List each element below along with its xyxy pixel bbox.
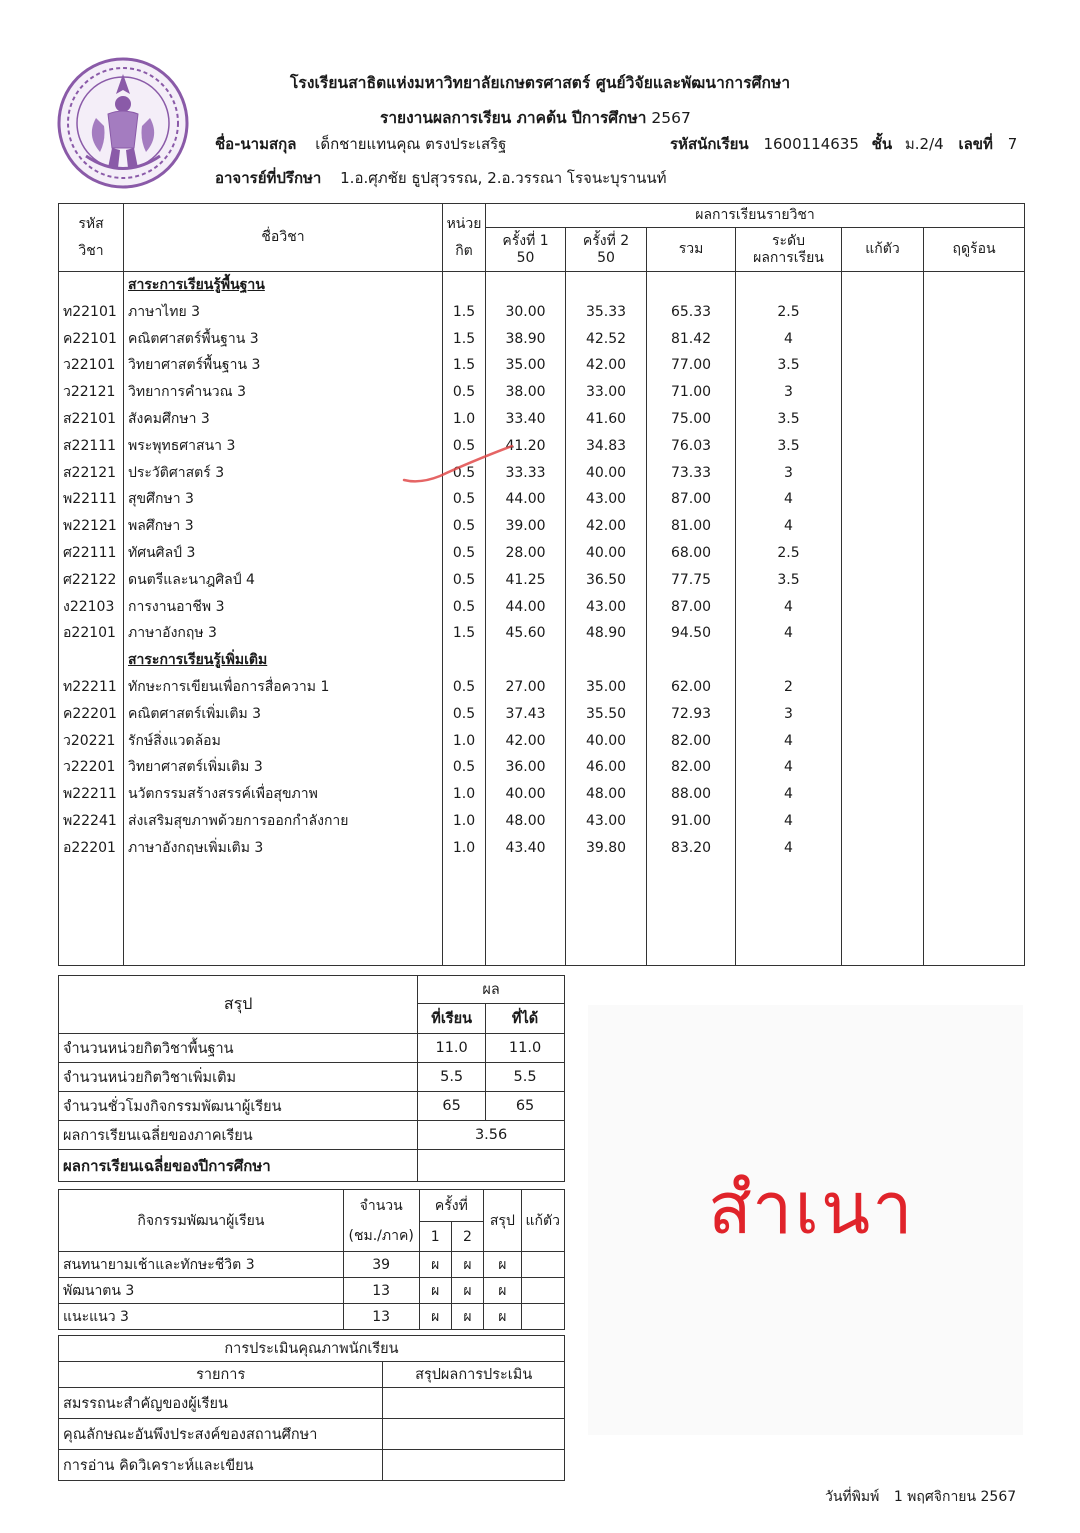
cell-empty bbox=[924, 272, 1025, 299]
table-row bbox=[59, 352, 1025, 379]
activity-revise-header: แก้ตัว bbox=[521, 1190, 564, 1252]
score-total: 81.42 bbox=[647, 326, 736, 353]
score-term1: 43.40 bbox=[486, 835, 566, 862]
quality-result-header: สรุปผลการประเมิน bbox=[383, 1362, 565, 1388]
subject-code: ท22101 bbox=[59, 299, 124, 326]
score-total: 77.00 bbox=[647, 352, 736, 379]
subject-name: ทัศนศิลป์ 3 bbox=[124, 540, 443, 567]
subject-name: นวัตกรรมสร้างสรรค์เพื่อสุขภาพ bbox=[124, 781, 443, 808]
subject-code: ส22121 bbox=[59, 460, 124, 487]
header-level: ระดับ ผลการเรียน bbox=[736, 228, 842, 272]
activity-result-header: สรุป bbox=[484, 1190, 521, 1252]
score-total: 81.00 bbox=[647, 513, 736, 540]
score-term1: 44.00 bbox=[486, 486, 566, 513]
group-header-row bbox=[59, 272, 1025, 299]
subject-name: พลศึกษา 3 bbox=[124, 513, 443, 540]
grade-level: 4 bbox=[736, 486, 842, 513]
score-term1: 41.25 bbox=[486, 567, 566, 594]
score-total: 62.00 bbox=[647, 674, 736, 701]
cell-empty bbox=[443, 862, 486, 966]
table-row bbox=[59, 567, 1025, 594]
subject-credit: 0.5 bbox=[443, 754, 486, 781]
summary-row: จำนวนชั่วโมงกิจกรรมพัฒนาผู้เรียน 65 65 bbox=[59, 1092, 565, 1121]
table-row bbox=[59, 513, 1025, 540]
cell-empty bbox=[924, 862, 1025, 966]
revise-cell bbox=[842, 540, 924, 567]
score-term2: 40.00 bbox=[566, 728, 647, 755]
grade-level: 4 bbox=[736, 513, 842, 540]
score-term2: 40.00 bbox=[566, 540, 647, 567]
grade-level: 3 bbox=[736, 701, 842, 728]
advisor-names: 1.อ.ศุภชัย ธูปสุวรรณ, 2.อ.วรรณา โรจนะบุรานนท์ bbox=[340, 169, 667, 187]
group-title: สาระการเรียนรู้เพิ่มเติม bbox=[124, 647, 443, 674]
header-result-group: ผลการเรียนรายวิชา bbox=[486, 204, 1025, 228]
student-id-line bbox=[670, 132, 1017, 156]
header-total: รวม bbox=[647, 228, 736, 272]
activity-round-header: ครั้งที่ bbox=[419, 1190, 484, 1222]
summer-cell bbox=[924, 808, 1025, 835]
score-total: 82.00 bbox=[647, 728, 736, 755]
subject-credit: 0.5 bbox=[443, 701, 486, 728]
cell-empty bbox=[842, 862, 924, 966]
subject-code: ว20221 bbox=[59, 728, 124, 755]
score-term2: 33.00 bbox=[566, 379, 647, 406]
subject-name: ภาษาอังกฤษ 3 bbox=[124, 620, 443, 647]
revise-cell bbox=[842, 326, 924, 353]
grade-level: 4 bbox=[736, 835, 842, 862]
subject-code: ว22121 bbox=[59, 379, 124, 406]
subject-credit: 1.0 bbox=[443, 406, 486, 433]
subject-name: สุขศึกษา 3 bbox=[124, 486, 443, 513]
score-term2: 40.00 bbox=[566, 460, 647, 487]
subject-credit: 1.5 bbox=[443, 352, 486, 379]
table-row bbox=[59, 433, 1025, 460]
score-term2: 43.00 bbox=[566, 808, 647, 835]
revise-cell bbox=[842, 701, 924, 728]
score-total: 83.20 bbox=[647, 835, 736, 862]
table-row bbox=[59, 406, 1025, 433]
score-term2: 35.33 bbox=[566, 299, 647, 326]
activity-title: กิจกรรมพัฒนาผู้เรียน bbox=[59, 1190, 344, 1252]
score-total: 73.33 bbox=[647, 460, 736, 487]
revise-cell bbox=[842, 674, 924, 701]
summer-cell bbox=[924, 299, 1025, 326]
summer-cell bbox=[924, 754, 1025, 781]
score-term1: 38.90 bbox=[486, 326, 566, 353]
subject-code: พ22241 bbox=[59, 808, 124, 835]
summer-cell bbox=[924, 701, 1025, 728]
gpa-term-value: 3.56 bbox=[418, 1121, 565, 1150]
print-date-label: วันที่พิมพ์ bbox=[825, 1489, 880, 1505]
score-total: 68.00 bbox=[647, 540, 736, 567]
student-class: ม.2/4 bbox=[904, 135, 944, 153]
summer-cell bbox=[924, 620, 1025, 647]
report-title-prefix: รายงานผลการเรียน ภาคต้น ปีการศึกษา bbox=[380, 109, 647, 127]
summer-cell bbox=[924, 460, 1025, 487]
cell-empty bbox=[59, 647, 124, 674]
grade-level: 3 bbox=[736, 379, 842, 406]
subject-code: ว22201 bbox=[59, 754, 124, 781]
grade-level: 3.5 bbox=[736, 433, 842, 460]
revise-cell bbox=[842, 406, 924, 433]
table-row bbox=[59, 701, 1025, 728]
revise-cell bbox=[842, 460, 924, 487]
table-row bbox=[59, 835, 1025, 862]
revise-cell bbox=[842, 433, 924, 460]
activity-round-2: 2 bbox=[451, 1222, 483, 1252]
summary-table bbox=[58, 975, 565, 1182]
subject-name: การงานอาชีพ 3 bbox=[124, 594, 443, 621]
quality-row: คุณลักษณะอันพึงประสงค์ของสถานศึกษา bbox=[59, 1419, 565, 1450]
score-term1: 28.00 bbox=[486, 540, 566, 567]
subject-code: ศ22111 bbox=[59, 540, 124, 567]
score-term1: 41.20 bbox=[486, 433, 566, 460]
activity-row: แนะแนว 3 13 ผ ผ ผ bbox=[59, 1304, 565, 1330]
score-total: 77.75 bbox=[647, 567, 736, 594]
score-term2: 42.00 bbox=[566, 513, 647, 540]
score-term1: 30.00 bbox=[486, 299, 566, 326]
subject-credit: 1.0 bbox=[443, 808, 486, 835]
cell-empty bbox=[842, 647, 924, 674]
score-term2: 43.00 bbox=[566, 594, 647, 621]
table-row bbox=[59, 781, 1025, 808]
activity-row: สนทนายามเช้าและทักษะชีวิต 3 39 ผ ผ ผ bbox=[59, 1252, 565, 1278]
grade-level: 4 bbox=[736, 781, 842, 808]
header-subject: ชื่อวิชา bbox=[124, 204, 443, 272]
subject-code: ท22211 bbox=[59, 674, 124, 701]
table-row bbox=[59, 808, 1025, 835]
score-term2: 42.52 bbox=[566, 326, 647, 353]
score-total: 72.93 bbox=[647, 701, 736, 728]
subject-name: ดนตรีและนาฎศิลป์ 4 bbox=[124, 567, 443, 594]
cell-empty bbox=[59, 862, 124, 966]
score-term1: 40.00 bbox=[486, 781, 566, 808]
cell-empty bbox=[924, 647, 1025, 674]
score-term1: 35.00 bbox=[486, 352, 566, 379]
cell-empty bbox=[566, 862, 647, 966]
cell-empty bbox=[486, 862, 566, 966]
grade-level: 2.5 bbox=[736, 299, 842, 326]
advisor-label: อาจารย์ที่ปรึกษา bbox=[215, 169, 322, 187]
score-term1: 42.00 bbox=[486, 728, 566, 755]
subject-code: พ22211 bbox=[59, 781, 124, 808]
cell-empty bbox=[736, 272, 842, 299]
summer-cell bbox=[924, 326, 1025, 353]
subject-credit: 1.5 bbox=[443, 299, 486, 326]
cell-empty bbox=[647, 272, 736, 299]
class-label: ชั้น bbox=[871, 135, 893, 153]
activity-row: พัฒนาตน 3 13 ผ ผ ผ bbox=[59, 1278, 565, 1304]
table-row bbox=[59, 754, 1025, 781]
revise-cell bbox=[842, 594, 924, 621]
subject-name: คณิตศาสตร์พื้นฐาน 3 bbox=[124, 326, 443, 353]
revise-cell bbox=[842, 808, 924, 835]
filler-row bbox=[59, 862, 1025, 966]
cell-empty bbox=[443, 272, 486, 299]
score-term1: 36.00 bbox=[486, 754, 566, 781]
cell-empty bbox=[124, 862, 443, 966]
gpa-year-label: ผลการเรียนเฉลี่ยของปีการศึกษา bbox=[59, 1150, 418, 1182]
activity-table bbox=[58, 1189, 565, 1330]
grade-level: 4 bbox=[736, 754, 842, 781]
score-total: 94.50 bbox=[647, 620, 736, 647]
table-row bbox=[59, 674, 1025, 701]
quality-title: การประเมินคุณภาพนักเรียน bbox=[59, 1336, 565, 1362]
score-term1: 37.43 bbox=[486, 701, 566, 728]
grade-level: 2.5 bbox=[736, 540, 842, 567]
summer-cell bbox=[924, 406, 1025, 433]
score-total: 65.33 bbox=[647, 299, 736, 326]
table-row bbox=[59, 299, 1025, 326]
cell-empty bbox=[566, 272, 647, 299]
table-row bbox=[59, 594, 1025, 621]
summary-studied-label: ที่เรียน bbox=[418, 1004, 486, 1034]
subject-name: วิทยาศาสตร์เพิ่มเติม 3 bbox=[124, 754, 443, 781]
header-revise: แก้ตัว bbox=[842, 228, 924, 272]
table-row bbox=[59, 379, 1025, 406]
subject-name: คณิตศาสตร์เพิ่มเติม 3 bbox=[124, 701, 443, 728]
summary-row: จำนวนหน่วยกิตวิชาเพิ่มเติม 5.5 5.5 bbox=[59, 1063, 565, 1092]
subject-credit: 0.5 bbox=[443, 433, 486, 460]
subject-credit: 1.0 bbox=[443, 728, 486, 755]
student-name-line bbox=[215, 132, 506, 156]
subject-name: รักษ์สิ่งแวดล้อม bbox=[124, 728, 443, 755]
grade-level: 3.5 bbox=[736, 567, 842, 594]
table-row bbox=[59, 620, 1025, 647]
student-id: 1600114635 bbox=[763, 135, 859, 153]
score-term2: 42.00 bbox=[566, 352, 647, 379]
grade-level: 4 bbox=[736, 594, 842, 621]
score-total: 71.00 bbox=[647, 379, 736, 406]
revise-cell bbox=[842, 754, 924, 781]
header-term1: ครั้งที่ 1 50 bbox=[486, 228, 566, 272]
activity-round-1: 1 bbox=[419, 1222, 451, 1252]
subject-credit: 0.5 bbox=[443, 567, 486, 594]
subject-credit: 1.0 bbox=[443, 781, 486, 808]
copy-stamp: สำเนา bbox=[708, 1166, 915, 1250]
summer-cell bbox=[924, 567, 1025, 594]
grade-level: 4 bbox=[736, 728, 842, 755]
revise-cell bbox=[842, 486, 924, 513]
score-total: 91.00 bbox=[647, 808, 736, 835]
header-credit: หน่วย กิต bbox=[443, 204, 486, 272]
advisor-line bbox=[215, 166, 667, 190]
score-term2: 36.50 bbox=[566, 567, 647, 594]
revise-cell bbox=[842, 379, 924, 406]
subject-code: ส22101 bbox=[59, 406, 124, 433]
subject-name: พระพุทธศาสนา 3 bbox=[124, 433, 443, 460]
summer-cell bbox=[924, 513, 1025, 540]
score-term1: 39.00 bbox=[486, 513, 566, 540]
score-term1: 33.40 bbox=[486, 406, 566, 433]
subject-credit: 1.0 bbox=[443, 835, 486, 862]
subject-code: ศ22122 bbox=[59, 567, 124, 594]
score-term1: 33.33 bbox=[486, 460, 566, 487]
score-total: 76.03 bbox=[647, 433, 736, 460]
summer-cell bbox=[924, 486, 1025, 513]
school-name: โรงเรียนสาธิตแห่งมหาวิทยาลัยเกษตรศาสตร์ ศูนย์วิจัยและพัฒนาการศึกษา bbox=[290, 74, 791, 92]
revise-cell bbox=[842, 352, 924, 379]
subject-name: ภาษาไทย 3 bbox=[124, 299, 443, 326]
cell-empty bbox=[736, 647, 842, 674]
summary-row: จำนวนหน่วยกิตวิชาพื้นฐาน 11.0 11.0 bbox=[59, 1034, 565, 1063]
subject-code: อ22101 bbox=[59, 620, 124, 647]
cell-empty bbox=[647, 647, 736, 674]
student-id-label: รหัสนักเรียน bbox=[670, 135, 749, 153]
subject-name: ภาษาอังกฤษเพิ่มเติม 3 bbox=[124, 835, 443, 862]
group-title: สาระการเรียนรู้พื้นฐาน bbox=[124, 272, 443, 299]
summer-cell bbox=[924, 352, 1025, 379]
header-term2: ครั้งที่ 2 50 bbox=[566, 228, 647, 272]
subject-credit: 0.5 bbox=[443, 540, 486, 567]
report-title bbox=[380, 105, 691, 130]
number-label: เลขที่ bbox=[958, 135, 993, 153]
student-name: เด็กชายแทนคุณ ตรงประเสริฐ bbox=[315, 135, 507, 153]
score-term2: 35.00 bbox=[566, 674, 647, 701]
report-year: 2567 bbox=[651, 109, 691, 127]
student-number: 7 bbox=[1007, 135, 1018, 153]
subject-name: สังคมศึกษา 3 bbox=[124, 406, 443, 433]
quality-table bbox=[58, 1335, 565, 1481]
score-total: 75.00 bbox=[647, 406, 736, 433]
red-pen-mark bbox=[400, 440, 520, 485]
subject-code: ส22111 bbox=[59, 433, 124, 460]
score-term1: 38.00 bbox=[486, 379, 566, 406]
score-term2: 48.90 bbox=[566, 620, 647, 647]
score-term1: 48.00 bbox=[486, 808, 566, 835]
summer-cell bbox=[924, 540, 1025, 567]
subject-code: พ22121 bbox=[59, 513, 124, 540]
table-row bbox=[59, 728, 1025, 755]
summary-title: สรุป bbox=[59, 976, 418, 1034]
subject-credit: 0.5 bbox=[443, 460, 486, 487]
revise-cell bbox=[842, 567, 924, 594]
table-row bbox=[59, 460, 1025, 487]
summer-cell bbox=[924, 781, 1025, 808]
cell-empty bbox=[736, 862, 842, 966]
subject-code: ค22201 bbox=[59, 701, 124, 728]
score-term1: 27.00 bbox=[486, 674, 566, 701]
score-term1: 44.00 bbox=[486, 594, 566, 621]
cell-empty bbox=[566, 647, 647, 674]
header-summer: ฤดูร้อน bbox=[924, 228, 1025, 272]
subject-credit: 0.5 bbox=[443, 594, 486, 621]
subject-name: วิทยาศาสตร์พื้นฐาน 3 bbox=[124, 352, 443, 379]
subject-credit: 1.5 bbox=[443, 326, 486, 353]
revise-cell bbox=[842, 781, 924, 808]
revise-cell bbox=[842, 620, 924, 647]
score-term2: 41.60 bbox=[566, 406, 647, 433]
subject-credit: 0.5 bbox=[443, 513, 486, 540]
table-row bbox=[59, 540, 1025, 567]
summer-cell bbox=[924, 835, 1025, 862]
student-name-label: ชื่อ-นามสกุล bbox=[215, 135, 297, 153]
cell-empty bbox=[486, 272, 566, 299]
summary-earned-label: ที่ได้ bbox=[486, 1004, 565, 1034]
summer-cell bbox=[924, 728, 1025, 755]
score-term2: 43.00 bbox=[566, 486, 647, 513]
subject-name: วิทยาการคำนวณ 3 bbox=[124, 379, 443, 406]
subject-name: ส่งเสริมสุขภาพด้วยการออกกำลังกาย bbox=[124, 808, 443, 835]
score-total: 82.00 bbox=[647, 754, 736, 781]
score-total: 87.00 bbox=[647, 594, 736, 621]
score-term2: 35.50 bbox=[566, 701, 647, 728]
score-total: 87.00 bbox=[647, 486, 736, 513]
subject-code: อ22201 bbox=[59, 835, 124, 862]
quality-row: สมรรถนะสำคัญของผู้เรียน bbox=[59, 1388, 565, 1419]
grade-level: 4 bbox=[736, 808, 842, 835]
grade-level: 3.5 bbox=[736, 352, 842, 379]
gpa-year-value bbox=[418, 1150, 565, 1182]
activity-hours-header: จำนวน (ชม./ภาค) bbox=[343, 1190, 419, 1252]
subject-credit: 0.5 bbox=[443, 674, 486, 701]
summer-cell bbox=[924, 379, 1025, 406]
cell-empty bbox=[486, 647, 566, 674]
group-header-row bbox=[59, 647, 1025, 674]
grades-table bbox=[58, 203, 1025, 966]
header-code: รหัส วิชา bbox=[59, 204, 124, 272]
grade-level: 3.5 bbox=[736, 406, 842, 433]
grade-level: 4 bbox=[736, 326, 842, 353]
summary-result-label: ผล bbox=[418, 976, 565, 1004]
revise-cell bbox=[842, 835, 924, 862]
cell-empty bbox=[59, 272, 124, 299]
score-term1: 45.60 bbox=[486, 620, 566, 647]
score-term2: 34.83 bbox=[566, 433, 647, 460]
quality-item-header: รายการ bbox=[59, 1362, 383, 1388]
grade-level: 3 bbox=[736, 460, 842, 487]
table-row bbox=[59, 486, 1025, 513]
print-date-line bbox=[825, 1486, 1016, 1508]
revise-cell bbox=[842, 513, 924, 540]
subject-code: พ22111 bbox=[59, 486, 124, 513]
table-row bbox=[59, 326, 1025, 353]
subject-credit: 0.5 bbox=[443, 379, 486, 406]
grade-level: 2 bbox=[736, 674, 842, 701]
subject-credit: 1.5 bbox=[443, 620, 486, 647]
summer-cell bbox=[924, 674, 1025, 701]
revise-cell bbox=[842, 299, 924, 326]
cell-empty bbox=[647, 862, 736, 966]
quality-row: การอ่าน คิดวิเคราะห์และเขียน bbox=[59, 1450, 565, 1481]
subject-credit: 0.5 bbox=[443, 486, 486, 513]
gpa-term-label: ผลการเรียนเฉลี่ยของภาคเรียน bbox=[59, 1121, 418, 1150]
cell-empty bbox=[443, 647, 486, 674]
subject-code: ว22101 bbox=[59, 352, 124, 379]
score-total: 88.00 bbox=[647, 781, 736, 808]
subject-name: ประวัติศาสตร์ 3 bbox=[124, 460, 443, 487]
revise-cell bbox=[842, 728, 924, 755]
subject-name: ทักษะการเขียนเพื่อการสื่อความ 1 bbox=[124, 674, 443, 701]
subject-code: ง22103 bbox=[59, 594, 124, 621]
subject-code: ค22101 bbox=[59, 326, 124, 353]
score-term2: 48.00 bbox=[566, 781, 647, 808]
grade-level: 4 bbox=[736, 620, 842, 647]
summer-cell bbox=[924, 433, 1025, 460]
school-seal-icon bbox=[56, 56, 190, 194]
score-term2: 39.80 bbox=[566, 835, 647, 862]
print-date: 1 พฤศจิกายน 2567 bbox=[893, 1489, 1017, 1505]
score-term2: 46.00 bbox=[566, 754, 647, 781]
cell-empty bbox=[842, 272, 924, 299]
summer-cell bbox=[924, 594, 1025, 621]
